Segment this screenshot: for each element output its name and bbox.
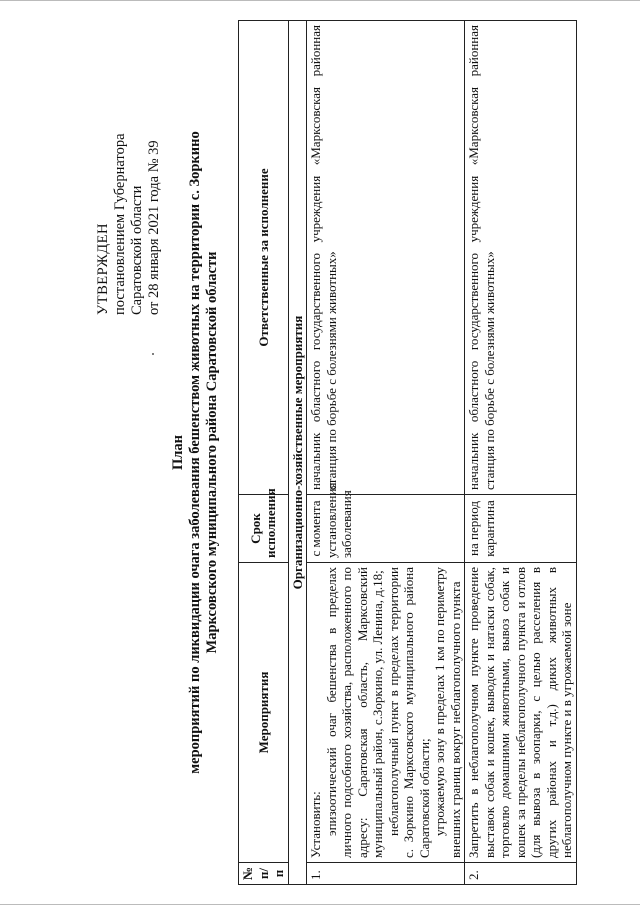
approval-line-1: постановлением Губернатора bbox=[112, 133, 128, 315]
row-responsible: начальник областного государственного учреждения «Марксовская районная станция по борьбе с болезнями животных» bbox=[307, 21, 465, 495]
row-term: на период карантина bbox=[465, 495, 577, 563]
approval-stamp-block bbox=[95, 55, 163, 315]
table-header-row bbox=[239, 21, 289, 885]
action-paragraph: эпизоотический очаг бешенства в пределах личного подсобного хозяйства, расположенного по адресу: Саратовская область, Марксовский муниципальный район, с.Зоркино, ул. Ленина, д.18; bbox=[323, 567, 385, 858]
header-action: Мероприятия bbox=[239, 563, 289, 863]
measures-table bbox=[238, 20, 577, 885]
header-num: № п/п bbox=[239, 863, 289, 885]
row-action bbox=[307, 563, 465, 863]
row-responsible: начальник областного государственного учреждения «Марксовская районная станция по борьбе с болезнями животных» bbox=[465, 21, 577, 495]
section-row bbox=[288, 21, 307, 885]
table-row bbox=[465, 21, 577, 885]
table-row bbox=[307, 21, 465, 885]
header-term: Срок исполнения bbox=[239, 495, 289, 563]
section-title: Организационно-хозяйственные мероприятия bbox=[288, 21, 307, 885]
action-paragraph: угрожаемую зону в пределах 1 км по периметру внешних границ вокруг неблагополучного пункта bbox=[432, 567, 463, 858]
action-paragraph: неблагополучный пункт в пределах территории с. Зоркино Марксовского муниципального района Саратовской области; bbox=[385, 567, 432, 858]
row-term: с момента установления заболевания bbox=[307, 495, 465, 563]
approval-line-2: Саратовской области bbox=[129, 185, 145, 315]
title-word: План bbox=[170, 434, 186, 471]
row-num: 2. bbox=[465, 863, 577, 885]
header-responsible: Ответственные за исполнение bbox=[239, 21, 289, 495]
document-title bbox=[170, 0, 221, 905]
approval-line-3: от 28 января 2021 года № 39 bbox=[146, 140, 162, 315]
title-line-2: Марксовского муниципального района Саратовской области bbox=[204, 251, 220, 654]
action-intro: Установить: bbox=[308, 791, 323, 858]
row-num: 1. bbox=[307, 863, 465, 885]
scan-speck bbox=[152, 353, 154, 355]
approval-head: УТВЕРЖДЕН bbox=[95, 223, 111, 315]
title-line-1: мероприятий по ликвидации очага заболевания бешенством животных на территории с. Зоркино bbox=[187, 131, 203, 774]
row-action: Запретить в неблагополучном пункте проведение выставок собак и кошек, выводок и натаски собак, торговлю домашними животными, вывоз собак и кошек за пределы неблагополучного пункта и отлов (для вывоза в зоопарки, с целью расселения в других районах и т.д.) диких животных в неблагополучном пункте и в угрожаемой зоне bbox=[465, 563, 577, 863]
